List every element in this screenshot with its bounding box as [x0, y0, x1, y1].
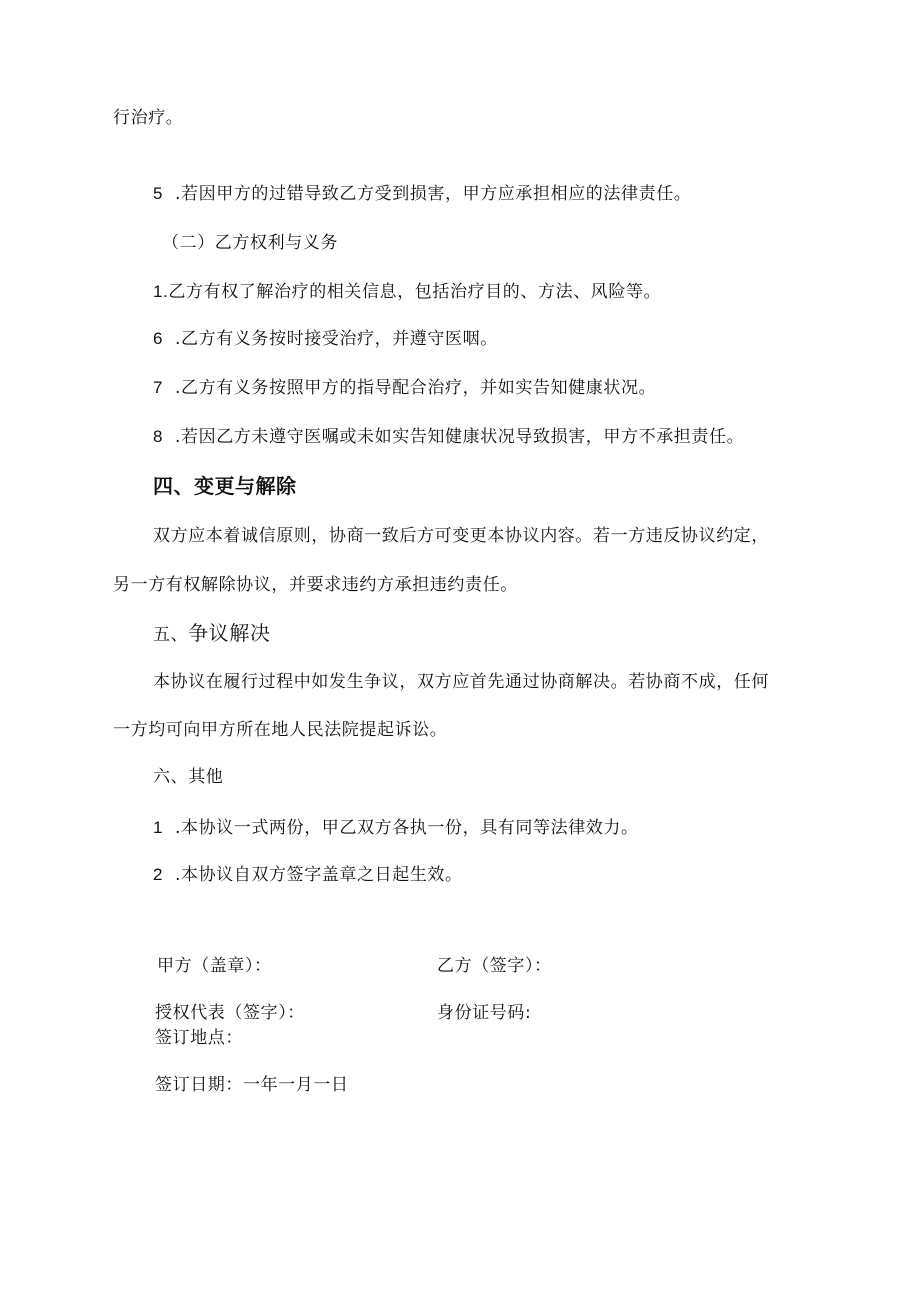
item-number: 7: [153, 378, 164, 397]
item-text: .本协议一式两份，甲乙双方各执一份，具有同等法律效力。: [175, 818, 639, 838]
item-number: 5: [153, 184, 164, 203]
b-item-1: [153, 281, 661, 303]
item-text: .乙方有义务按时接受治疗，并遵守医咽。: [175, 329, 498, 349]
section-6-item-2: [153, 864, 463, 886]
section-b-title: （二）乙方权利与义务: [162, 233, 338, 253]
item-text: .若因乙方未遵守医嘱或未如实告知健康状况导致损害，甲方不承担责任。: [175, 427, 745, 447]
section-5-para-line-2: 一方均可向甲方所在地人民法院提起诉讼。: [113, 720, 448, 740]
sign-place-label: 签订地点：: [155, 1028, 243, 1048]
section-5-para-line-1: 本协议在履行过程中如发生争议，双方应首先通过协商解决。若协商不成，任何: [153, 672, 769, 692]
section-5-title: [153, 620, 271, 648]
item-number: 8: [153, 427, 164, 446]
item-number: 6: [153, 329, 164, 348]
item-text: .乙方有义务按照甲方的指导配合治疗，并如实告知健康状况。: [175, 378, 657, 398]
b-item-6: [153, 328, 498, 350]
party-b-sign-label: 乙方（签字）：: [437, 956, 552, 976]
b-item-8: [153, 426, 744, 448]
party-a-seal-label: 甲方（盖章）：: [157, 956, 272, 976]
section-6-title: 六、其他: [153, 767, 224, 787]
authorized-rep-label: 授权代表（签字）：: [155, 1003, 305, 1023]
item-number: 1: [153, 818, 164, 837]
sign-date-label: 签订日期：一年一月一日: [155, 1075, 349, 1095]
section-5-title-main: 争议解决: [188, 621, 271, 645]
item-text: .本协议自双方签字盖章之日起生效。: [175, 865, 463, 885]
item-number: 2: [153, 865, 164, 884]
section-4-title: 四、变更与解除: [153, 474, 297, 498]
id-number-label: 身份证号码:: [437, 1003, 532, 1023]
section-4-para-line-2: 另一方有权解除协议，并要求违约方承担违约责任。: [113, 575, 518, 595]
item-text: 乙方有权了解治疗的相关信息，包括治疗目的、方法、风险等。: [168, 282, 662, 302]
b-item-7: [153, 377, 656, 399]
obligation-item-5: [153, 183, 691, 205]
item-number: 1.: [153, 282, 169, 301]
section-6-item-1: [153, 817, 639, 839]
item-text: .若因甲方的过错导致乙方受到损害，甲方应承担相应的法律责任。: [175, 184, 692, 204]
section-4-para-line-1: 双方应本着诚信原则，协商一致后方可变更本协议内容。若一方违反协议约定，: [153, 526, 769, 546]
section-5-title-prefix: 五、: [153, 625, 189, 645]
continuation-text: 行治疗。: [113, 108, 184, 128]
